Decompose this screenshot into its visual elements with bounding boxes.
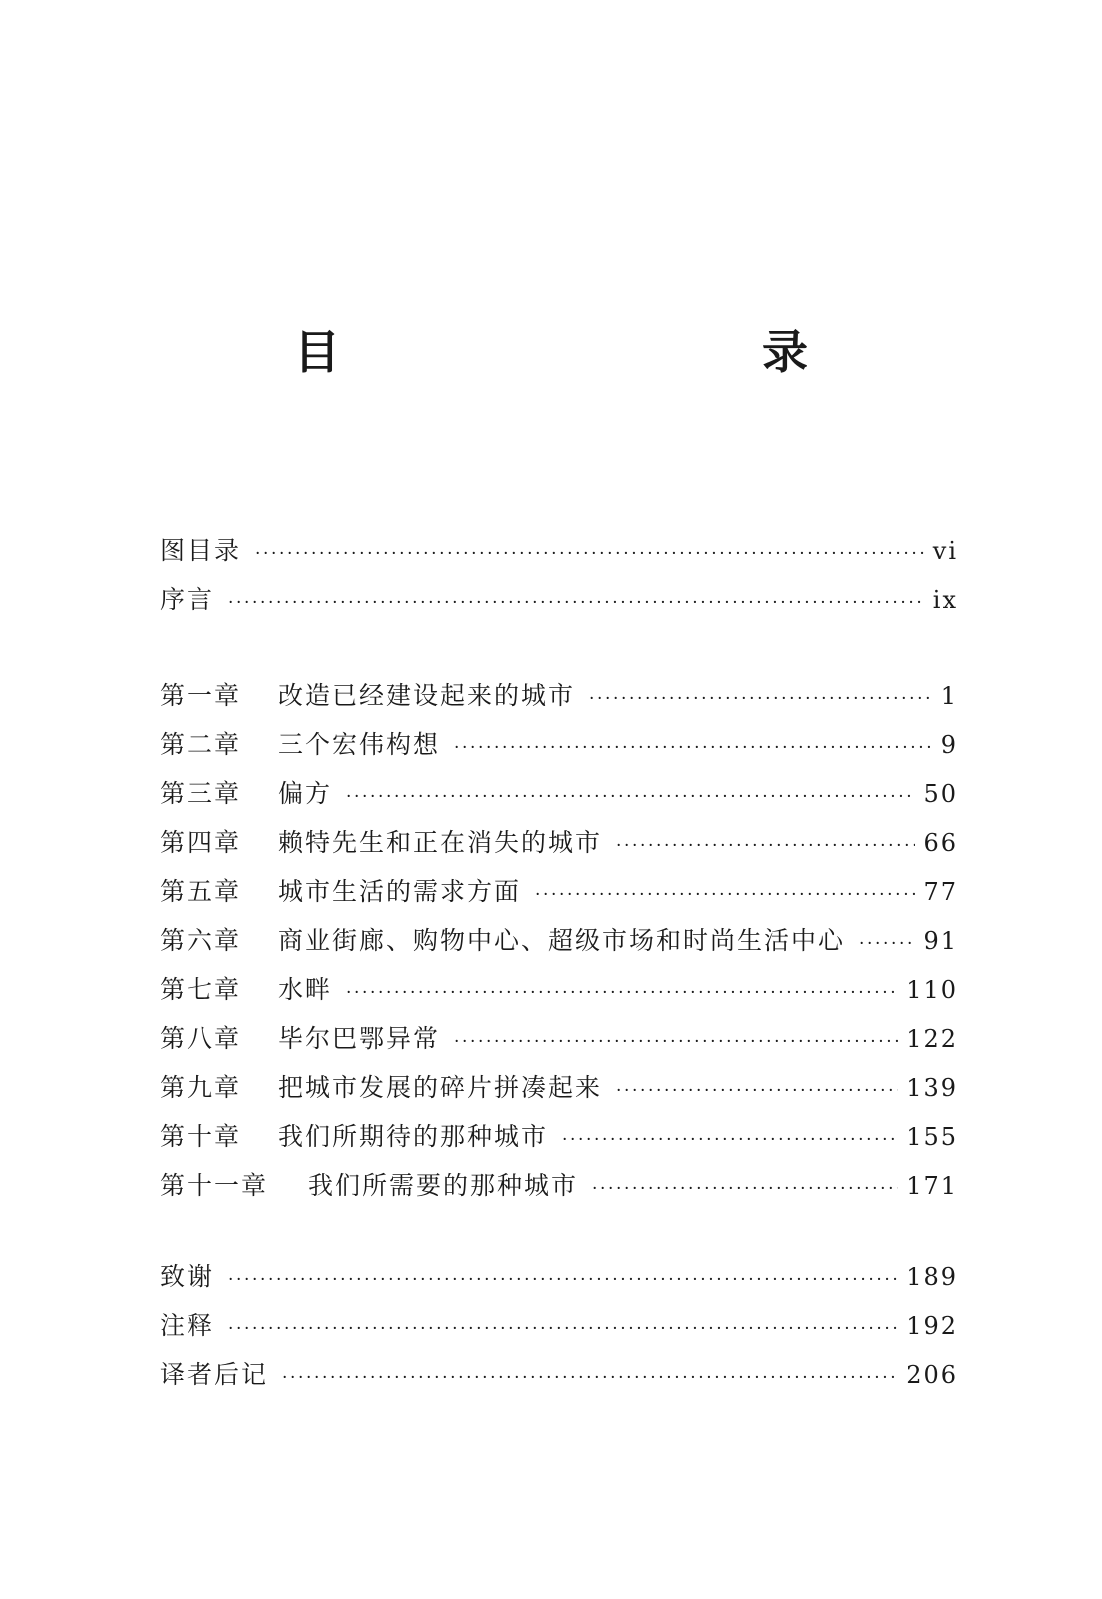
entry-label: 我们所期待的那种城市 [278, 1122, 549, 1151]
dot-leader [562, 1116, 898, 1165]
entry-label: 城市生活的需求方面 [278, 877, 522, 906]
dot-leader [346, 969, 898, 1018]
dot-leader [228, 1256, 898, 1305]
entry-page-number: vi [932, 537, 958, 565]
dot-leader [616, 822, 915, 871]
entry-label: 注释 [160, 1311, 215, 1340]
chapter-number: 第六章 [160, 926, 242, 955]
entry-page-number: 122 [906, 1025, 958, 1053]
page-title: 目 录 [294, 325, 918, 379]
toc-entry-chapter-11[interactable] [160, 1161, 958, 1210]
toc-entry-chapter-9[interactable] [160, 1063, 958, 1112]
toc-entry-translator-afterword[interactable] [160, 1350, 958, 1399]
entry-page-number: 206 [906, 1361, 958, 1389]
dot-leader [228, 579, 925, 628]
toc-entry-figures[interactable] [160, 526, 958, 575]
entry-label: 我们所需要的那种城市 [308, 1171, 579, 1200]
chapter-number: 第五章 [160, 877, 242, 906]
toc-entry-chapter-7[interactable] [160, 965, 958, 1014]
entry-label: 三个宏伟构想 [278, 730, 441, 759]
entry-label: 商业街廊、购物中心、超级市场和时尚生活中心 [278, 926, 846, 955]
entry-page-number: ix [932, 586, 958, 614]
chapter-number: 第十一章 [160, 1171, 269, 1200]
entry-label: 图目录 [160, 536, 242, 565]
chapter-number: 第四章 [160, 828, 242, 857]
chapter-list [160, 671, 958, 1210]
toc-entry-chapter-1[interactable] [160, 671, 958, 720]
entry-label: 改造已经建设起来的城市 [278, 681, 576, 710]
toc-entry-chapter-6[interactable] [160, 916, 958, 965]
dot-leader [454, 1018, 898, 1067]
entry-label: 水畔 [278, 975, 333, 1004]
chapter-number: 第八章 [160, 1024, 242, 1053]
toc-entry-chapter-8[interactable] [160, 1014, 958, 1063]
entry-page-number: 9 [940, 731, 958, 759]
entry-label: 赖特先生和正在消失的城市 [278, 828, 603, 857]
toc-entry-chapter-5[interactable] [160, 867, 958, 916]
toc-entry-acknowledgements[interactable] [160, 1252, 958, 1301]
entry-page-number: 77 [923, 878, 958, 906]
dot-leader [282, 1354, 898, 1403]
chapter-number: 第三章 [160, 779, 242, 808]
front-matter-list [160, 526, 958, 624]
entry-page-number: 1 [940, 682, 958, 710]
entry-page-number: 171 [906, 1172, 958, 1200]
entry-page-number: 91 [923, 927, 958, 955]
entry-page-number: 139 [906, 1074, 958, 1102]
entry-page-number: 189 [906, 1263, 958, 1291]
chapter-number: 第九章 [160, 1073, 242, 1102]
entry-page-number: 155 [906, 1123, 958, 1151]
entry-page-number: 50 [923, 780, 958, 808]
entry-page-number: 110 [906, 976, 958, 1004]
toc-entry-chapter-4[interactable] [160, 818, 958, 867]
chapter-number: 第二章 [160, 730, 242, 759]
dot-leader [228, 1305, 898, 1354]
dot-leader [592, 1165, 898, 1214]
chapter-number: 第一章 [160, 681, 242, 710]
entry-page-number: 66 [923, 829, 958, 857]
entry-label: 偏方 [278, 779, 333, 808]
toc-entry-notes[interactable] [160, 1301, 958, 1350]
dot-leader [535, 871, 915, 920]
entry-page-number: 192 [906, 1312, 958, 1340]
dot-leader [616, 1067, 898, 1116]
dot-leader [454, 724, 932, 773]
dot-leader [346, 773, 915, 822]
chapter-number: 第七章 [160, 975, 242, 1004]
entry-label: 致谢 [160, 1262, 215, 1291]
chapter-number: 第十章 [160, 1122, 242, 1151]
dot-leader [859, 920, 915, 969]
back-matter-list [160, 1252, 958, 1399]
entry-label: 序言 [160, 585, 215, 614]
dot-leader [589, 675, 932, 724]
toc-entry-chapter-3[interactable] [160, 769, 958, 818]
toc-entry-chapter-2[interactable] [160, 720, 958, 769]
toc-entry-preface[interactable] [160, 575, 958, 624]
toc-entry-chapter-10[interactable] [160, 1112, 958, 1161]
entry-label: 毕尔巴鄂异常 [278, 1024, 441, 1053]
entry-label: 译者后记 [160, 1360, 269, 1389]
dot-leader [255, 530, 925, 579]
entry-label: 把城市发展的碎片拼凑起来 [278, 1073, 603, 1102]
